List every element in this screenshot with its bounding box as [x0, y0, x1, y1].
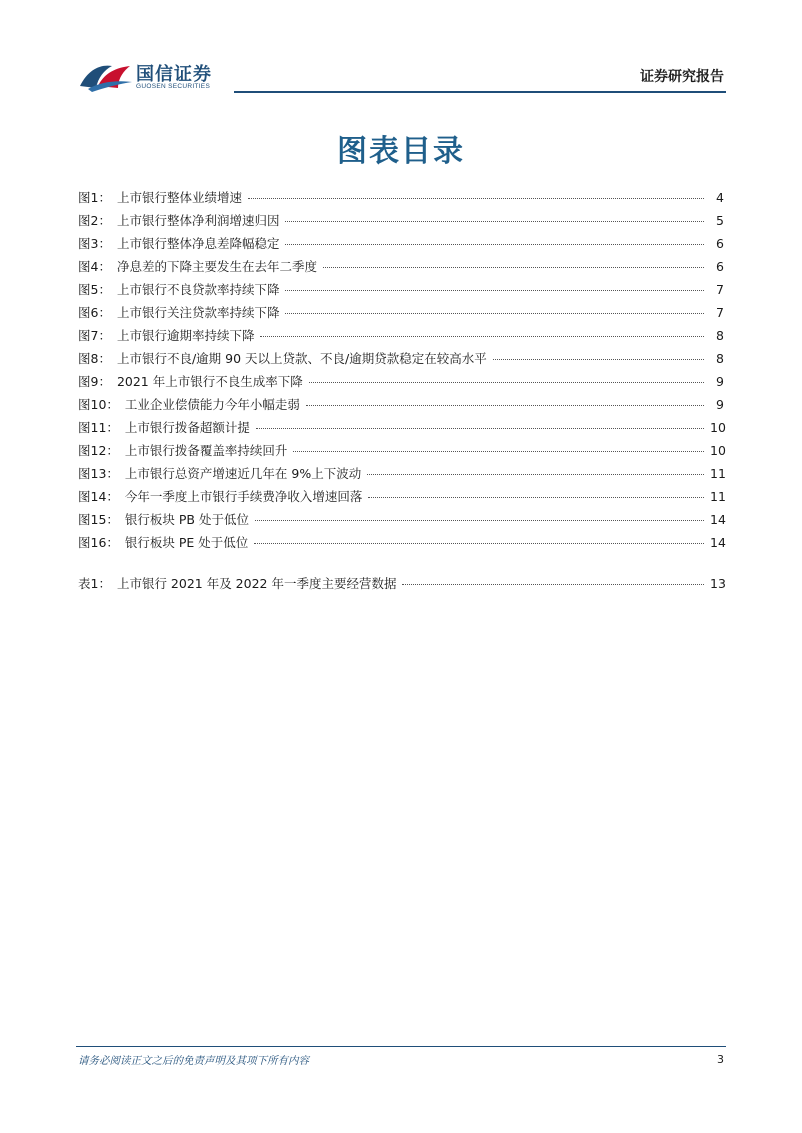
- toc-dot-leader: [260, 336, 704, 337]
- toc-entry-title: 上市银行逾期率持续下降: [116, 328, 255, 343]
- toc-dot-leader: [402, 584, 704, 585]
- toc-entry-page: 10: [710, 443, 726, 458]
- toc-entry-title: 上市银行整体业绩增速: [116, 190, 242, 205]
- toc-entry-title: 上市银行整体净利润增速归因: [116, 213, 280, 228]
- toc-entry-page: 9: [716, 374, 724, 389]
- toc-dot-leader: [248, 198, 704, 199]
- toc-entry-label: 图8：: [78, 351, 111, 366]
- page-header: [0, 0, 802, 96]
- toc-entry-page: 8: [716, 328, 724, 343]
- toc-entry-title: 工业企业偿债能力今年小幅走弱: [124, 397, 300, 412]
- toc-entry-title: 上市银行拨备覆盖率持续回升: [124, 443, 288, 458]
- toc-entry-label: 图16：: [78, 535, 119, 550]
- toc-entry-page: 10: [710, 420, 726, 435]
- header-divider: [234, 91, 726, 93]
- table-list: [78, 574, 724, 597]
- toc-dot-leader: [285, 313, 704, 314]
- toc-entry-title: 上市银行不良贷款率持续下降: [116, 282, 280, 297]
- toc-entry-title: 上市银行 2021 年及 2022 年一季度主要经营数据: [116, 576, 397, 591]
- toc-entry-label: 图9：: [78, 374, 111, 389]
- toc-entry-page: 11: [710, 466, 726, 481]
- toc-entry-page: 14: [710, 535, 726, 550]
- toc-dot-leader: [285, 290, 704, 291]
- toc-entry[interactable]: [78, 280, 724, 303]
- toc-entry[interactable]: [78, 188, 724, 211]
- toc-dot-leader: [256, 428, 704, 429]
- toc-entry-label: 图2：: [78, 213, 111, 228]
- guosen-logo: [78, 56, 238, 96]
- toc-dot-leader: [367, 474, 704, 475]
- toc-dot-leader: [293, 451, 704, 452]
- toc-dot-leader: [493, 359, 704, 360]
- toc-entry-label: 图12：: [78, 443, 119, 458]
- toc-entry[interactable]: [78, 349, 724, 372]
- toc-entry-label: 图11：: [78, 420, 119, 435]
- toc-dot-leader: [309, 382, 704, 383]
- toc-entry-page: 6: [716, 236, 724, 251]
- toc-entry-label: 图10：: [78, 397, 119, 412]
- toc-entry-label: 图5：: [78, 282, 111, 297]
- toc-entry-label: 图13：: [78, 466, 119, 481]
- toc-entry-page: 4: [716, 190, 724, 205]
- figure-list: [78, 188, 724, 556]
- toc-dot-leader: [368, 497, 704, 498]
- toc-entry[interactable]: [78, 303, 724, 326]
- toc-entry-page: 8: [716, 351, 724, 366]
- toc-entry-label: 图15：: [78, 512, 119, 527]
- guosen-logo-icon: [78, 56, 134, 92]
- toc-entry-label: 图4：: [78, 259, 111, 274]
- toc-entry-page: 9: [716, 397, 724, 412]
- toc-entry[interactable]: [78, 418, 724, 441]
- toc-entry[interactable]: [78, 510, 724, 533]
- toc-entry-title: 上市银行关注贷款率持续下降: [116, 305, 280, 320]
- toc-entry-page: 7: [716, 282, 724, 297]
- toc-entry-title: 2021 年上市银行不良生成率下降: [116, 374, 303, 389]
- disclaimer-note: 请务必阅读正文之后的免责声明及其项下所有内容: [78, 1055, 309, 1067]
- toc-entry[interactable]: [78, 464, 724, 487]
- toc-dot-leader: [285, 221, 704, 222]
- toc-entry-page: 7: [716, 305, 724, 320]
- toc-entry[interactable]: [78, 441, 724, 464]
- toc-entry[interactable]: [78, 326, 724, 349]
- toc-entry-title: 今年一季度上市银行手续费净收入增速回落: [124, 489, 363, 504]
- toc-dot-leader: [254, 543, 704, 544]
- toc-entry-title: 净息差的下降主要发生在去年二季度: [116, 259, 317, 274]
- page-title: 图表目录: [337, 134, 465, 169]
- report-type-label: 证券研究报告: [640, 69, 724, 85]
- toc-entry-title: 上市银行拨备超额计提: [124, 420, 250, 435]
- toc-dot-leader: [285, 244, 704, 245]
- logo-chinese-name: 国信证券: [136, 64, 212, 85]
- toc-entry[interactable]: [78, 395, 724, 418]
- toc-entry-label: 图3：: [78, 236, 111, 251]
- toc-entry-label: 图14：: [78, 489, 119, 504]
- toc-entry[interactable]: [78, 372, 724, 395]
- toc-entry-label: 图1：: [78, 190, 111, 205]
- toc-entry[interactable]: [78, 234, 724, 257]
- toc-entry-page: 11: [710, 489, 726, 504]
- toc-entry[interactable]: [78, 487, 724, 510]
- toc-entry-page: 5: [716, 213, 724, 228]
- toc-entry-title: 上市银行不良/逾期 90 天以上贷款、不良/逾期贷款稳定在较高水平: [116, 351, 487, 366]
- toc-entry-title: 上市银行整体净息差降幅稳定: [116, 236, 280, 251]
- toc-entry[interactable]: [78, 574, 724, 597]
- toc-entry-title: 上市银行总资产增速近几年在 9%上下波动: [124, 466, 362, 481]
- toc-dot-leader: [323, 267, 704, 268]
- toc-dot-leader: [255, 520, 704, 521]
- logo-english-name: GUOSEN SECURITIES: [136, 83, 211, 90]
- toc-entry[interactable]: [78, 533, 724, 556]
- toc-entry-label: 图7：: [78, 328, 111, 343]
- toc-entry-label: 图6：: [78, 305, 111, 320]
- toc-entry-page: 6: [716, 259, 724, 274]
- page-number: 3: [717, 1053, 724, 1066]
- toc-entry-page: 13: [710, 576, 726, 591]
- toc-entry-label: 表1：: [78, 576, 111, 591]
- footer-divider: [76, 1046, 726, 1047]
- toc-entry-title: 银行板块 PB 处于低位: [124, 512, 249, 527]
- toc-entry-page: 14: [710, 512, 726, 527]
- toc-dot-leader: [306, 405, 704, 406]
- toc-entry[interactable]: [78, 257, 724, 280]
- toc-entry[interactable]: [78, 211, 724, 234]
- toc-entry-title: 银行板块 PE 处于低位: [124, 535, 249, 550]
